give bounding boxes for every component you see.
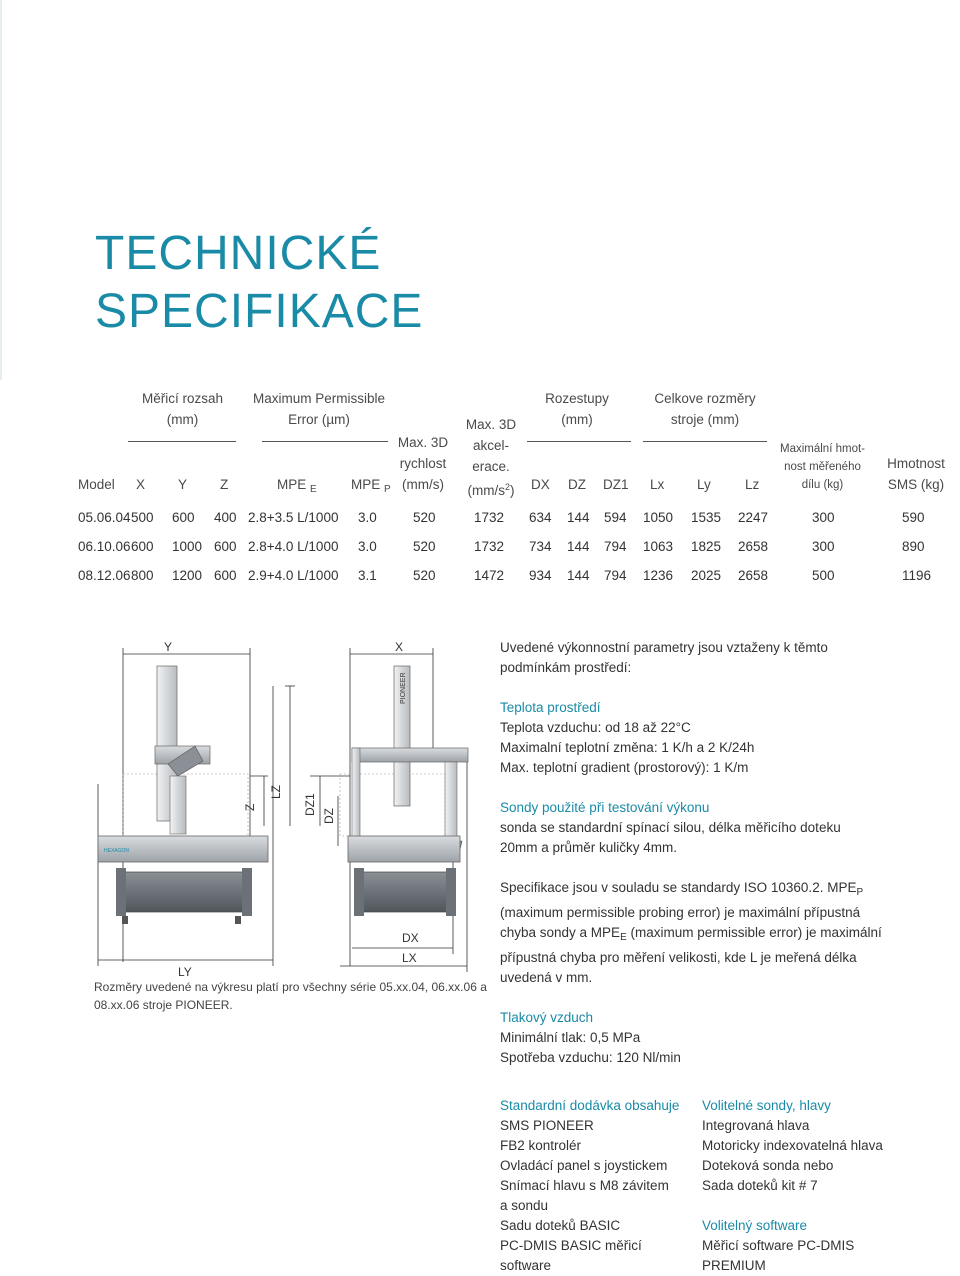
col-dz1: DZ1	[603, 477, 629, 492]
table-cell: 1732	[474, 510, 505, 525]
col-ly: Ly	[697, 477, 711, 492]
header-underline-celkove	[643, 441, 767, 442]
table-cell: 600	[172, 510, 195, 525]
optional-probes-heading: Volitelné sondy, hlavy	[702, 1098, 831, 1113]
table-cell: 1200	[172, 568, 203, 583]
table-cell: 2025	[691, 568, 722, 583]
standard-item: PC-DMIS BASIC měřicí	[500, 1238, 642, 1253]
table-cell-model: 08.12.06	[78, 568, 131, 583]
table-cell: 2.8+4.0 L/1000	[248, 539, 339, 554]
table-cell: 2.8+3.5 L/1000	[248, 510, 339, 525]
table-cell: 500	[131, 510, 154, 525]
header-hmotnost: Hmotnost SMS (kg)	[887, 456, 945, 492]
table-cell: 600	[131, 539, 154, 554]
col-dz: DZ	[568, 477, 586, 492]
page-left-rule	[0, 0, 2, 380]
table-cell: 1050	[643, 510, 674, 525]
dim-label-lx: LX	[402, 951, 417, 965]
table-cell: 520	[413, 568, 436, 583]
title-line-2: SPECIFIKACE	[95, 285, 424, 338]
table-cell: 520	[413, 510, 436, 525]
table-cell: 890	[902, 539, 925, 554]
standard-item: FB2 kontrolér	[500, 1138, 582, 1153]
standard-item: Sadu doteků BASIC	[500, 1218, 621, 1233]
col-mpe-p: MPE $_P$	[351, 477, 391, 495]
table-cell: 1196	[902, 568, 932, 583]
table-cell: 794	[604, 568, 627, 583]
col-x: X	[136, 477, 146, 492]
col-z: Z	[220, 477, 229, 492]
table-cell: 400	[214, 510, 237, 525]
col-dx: DX	[531, 477, 550, 492]
teplota-heading: Teplota prostředí	[500, 700, 601, 715]
table-cell: 144	[567, 568, 590, 583]
dim-label-dx: DX	[402, 931, 419, 945]
dim-label-lz: LZ	[269, 784, 283, 799]
col-lx: Lx	[650, 477, 665, 492]
machine-drawing	[90, 636, 480, 981]
header-underline-mpe	[262, 441, 388, 442]
table-cell: 594	[604, 510, 627, 525]
optional-item: Doteková sonda nebo	[702, 1158, 834, 1173]
table-cell: 934	[529, 568, 552, 583]
standard-item: SMS PIONEER	[500, 1118, 594, 1133]
optional-item: Sada doteků kit # 7	[702, 1178, 818, 1193]
standard-item: Snímací hlavu s M8 závitem	[500, 1178, 669, 1193]
table-cell: 1535	[691, 510, 722, 525]
col-mpe-e: MPE $_E$	[277, 477, 317, 495]
header-underline-rozestupy	[527, 441, 631, 442]
dim-label-dz: DZ	[322, 808, 336, 824]
table-cell: 3.0	[358, 539, 377, 554]
table-cell: 1732	[474, 539, 505, 554]
table-cell: 800	[131, 568, 154, 583]
table-cell: 634	[529, 510, 552, 525]
vzduch-heading: Tlakový vzduch	[500, 1010, 594, 1025]
table-cell: 1063	[643, 539, 674, 554]
table-cell: 1472	[474, 568, 505, 583]
table-cell: 1825	[691, 539, 722, 554]
table-cell: 590	[902, 510, 925, 525]
header-mpe: Maximum Permissible Error (µm)	[252, 391, 386, 427]
dim-label-x: X	[395, 640, 404, 654]
table-cell: 2247	[738, 510, 769, 525]
table-cell: 500	[812, 568, 835, 583]
standard-item: Ovladácí panel s joystickem	[500, 1158, 668, 1173]
optional-items	[702, 1096, 942, 1276]
conditions-intro-1: Uvedené výkonnostní parametry jsou vztaženy k těmto	[500, 640, 828, 655]
hexagon-logo-text: HEXAGON	[104, 848, 130, 854]
title-line-1: TECHNICKÉ	[95, 227, 382, 280]
dim-label-ly: LY	[178, 965, 192, 979]
table-cell: 2658	[738, 568, 769, 583]
table-cell: 2.9+4.0 L/1000	[248, 568, 339, 583]
standard-item: software	[500, 1258, 552, 1273]
table-cell: 794	[604, 539, 627, 554]
optional-item: Integrovaná hlava	[702, 1118, 810, 1133]
dim-label-dz1: DZ1	[303, 793, 317, 816]
drawing-caption: Rozměry uvedené na výkresu platí pro všechny série 05.xx.04, 06.xx.06 a 08.xx.06 stroje PIONEER.	[94, 980, 487, 1012]
dim-label-y: Y	[164, 640, 173, 654]
conditions-block: Uvedené výkonnostní parametry jsou vztaženy k těmto podmínkám prostředí: Teplota prostředí Teplota vzduchu: od 18 až 22°C Maximalní teplotní změna: 1 K/h a 2 K/24h Max. teplotní gradient (prostorový): 1 K/m Sondy použité při testování výkonu sonda se standardní spínací silou, délka měřicího doteku 20mm a průměr kuličky 4mm. Specifikace jsou v souladu se standardy ISO 10360.2. $MPE_P$ (maximum permissible probing error) je maximální přípustná chyba sondy a $MPE_E$ (maximum permissible error) je maximální přípustná chyba pro měření velikosti, kde L je meřená délka uvedená v mm. Tlakový vzduch Minimální tlak: 0,5 MPa Spotřeba vzduchu: 120 Nl/min	[500, 638, 940, 1068]
table-cell: 1236	[643, 568, 674, 583]
optional-item: Měřicí software PC-DMIS	[702, 1238, 855, 1253]
table-cell: 2658	[738, 539, 769, 554]
header-underline-rozsah	[128, 441, 236, 442]
pioneer-logo-text: PIONEER	[400, 672, 407, 704]
table-cell: 300	[812, 510, 835, 525]
header-hmotnost-dilu: Maximální hmot- nost měřeného dílu (kg)	[780, 443, 865, 491]
standard-item: a sondu	[500, 1198, 549, 1213]
col-lz: Lz	[745, 477, 760, 492]
table-cell: 300	[812, 539, 835, 554]
optional-software-heading: Volitelný software	[702, 1218, 808, 1233]
table-cell: 1000	[172, 539, 203, 554]
conditions-intro-2: podmínkám prostředí:	[500, 660, 632, 675]
table-cell-model: 06.10.06	[78, 539, 131, 554]
optional-item: PREMIUM	[702, 1258, 766, 1273]
optional-item: Motoricky indexovatelná hlava	[702, 1138, 883, 1153]
standard-delivery	[500, 1096, 700, 1276]
table-cell: 144	[567, 510, 590, 525]
col-y: Y	[178, 477, 188, 492]
header-rozestupy: Rozestupy (mm)	[545, 391, 609, 427]
header-merici-rozsah: Měřicí rozsah (mm)	[141, 391, 224, 427]
table-cell-model: 05.06.04	[78, 510, 131, 525]
table-cell: 3.0	[358, 510, 377, 525]
dim-label-z: Z	[243, 803, 257, 811]
table-cell: 3.1	[358, 568, 377, 583]
table-cell: 144	[567, 539, 590, 554]
table-cell: 600	[214, 539, 237, 554]
header-celkove: Celkove rozměry stroje (mm)	[654, 391, 756, 427]
sondy-heading: Sondy použité při testování výkonu	[500, 800, 710, 815]
standard-heading: Standardní dodávka obsahuje	[500, 1098, 680, 1113]
table-cell: 520	[413, 539, 436, 554]
header-akcelerace: Max. 3D akcel- erace. $(mm/s^2)$	[465, 417, 517, 498]
page-title	[95, 225, 423, 341]
table-cell: 734	[529, 539, 552, 554]
table-cell: 600	[214, 568, 237, 583]
col-model: Model	[78, 477, 115, 492]
header-rychlost: Max. 3D rychlost (mm/s)	[397, 435, 449, 492]
